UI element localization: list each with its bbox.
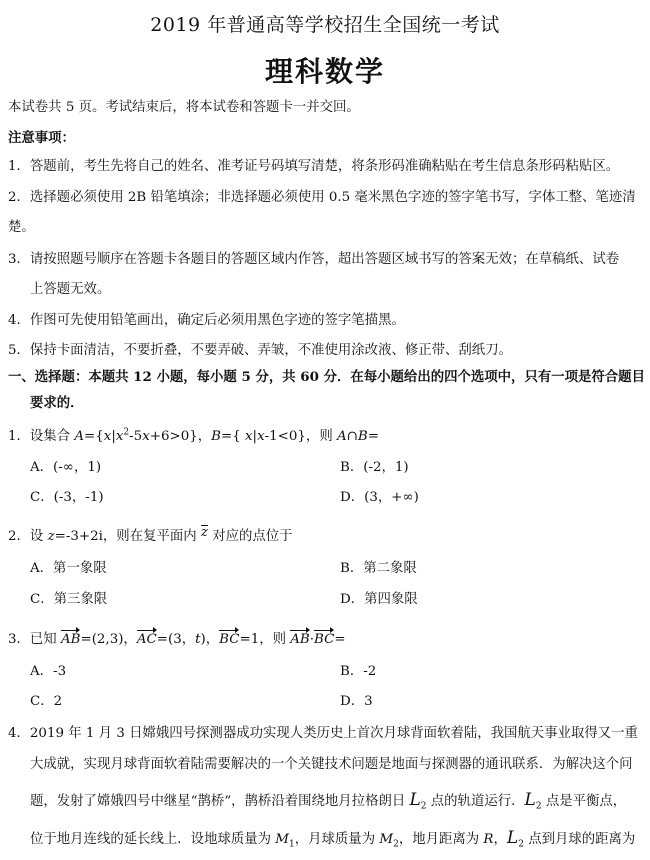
q2-option-a: A．第一象限 bbox=[30, 561, 107, 576]
section-heading-cont: 要求的． bbox=[30, 395, 84, 411]
q3-option-b: B．-2 bbox=[340, 664, 377, 679]
section-heading: 一、选择题：本题共 12 小题，每小题 5 分，共 60 分．在每小题给出的四个选项中，只有一项是符合题目 bbox=[8, 369, 645, 385]
notice-heading: 注意事项： bbox=[8, 130, 75, 146]
notice-item-5: 5．保持卡面清洁，不要折叠，不要弄破、弄皱，不准使用涂改液、修正带、刮纸刀。 bbox=[8, 343, 512, 358]
vector-bc-2: BC bbox=[314, 632, 335, 647]
q2-option-d: D．第四象限 bbox=[340, 592, 418, 607]
question-3-stem: 3．已知 AB=(2,3)，AC=(3，t)，BC=1，则 AB·BC= bbox=[8, 632, 346, 647]
q3-option-d: D．3 bbox=[340, 694, 373, 709]
q1-option-c: C．(-3，-1) bbox=[30, 490, 104, 505]
notice-item-2: 2．选择题必须使用 2B 铅笔填涂；非选择题必须使用 0.5 毫米黑色字迹的签字笔书写，字体工整、笔迹清 bbox=[8, 190, 636, 205]
q1-option-a: A．(-∞，1) bbox=[30, 460, 102, 475]
notice-item-3-cont: 上答题无效。 bbox=[30, 282, 111, 297]
vector-ac: AC bbox=[136, 632, 157, 647]
vector-ab-2: AB bbox=[290, 632, 310, 647]
vector-bc: BC bbox=[219, 632, 240, 647]
vector-ab: AB bbox=[60, 632, 81, 647]
q3-option-a: A．-3 bbox=[30, 664, 67, 679]
question-4-line-2: 大成就，实现月球背面软着陆需要解决的一个关键技术问题是地面与探测器的通讯联系．为解决这个问 bbox=[30, 757, 633, 772]
subject-title: 理科数学 bbox=[264, 55, 385, 88]
notice-item-4: 4．作图可先使用铅笔画出，确定后必须用黑色字迹的签字笔描黑。 bbox=[8, 313, 405, 328]
exam-title: 2019 年普通高等学校招生全国统一考试 bbox=[150, 14, 500, 36]
question-1-stem: 1．设集合 $A=\{x|x^2-5x+6>0\}$，B={ x|x-1<0}，则 A∩B= bbox=[8, 427, 379, 444]
notice-item-3: 3．请按照题号顺序在答题卡各题目的答题区域内作答，超出答题区域书写的答案无效；在草稿纸、试卷 bbox=[8, 252, 620, 267]
q2-option-b: B．第二象限 bbox=[340, 561, 417, 576]
question-4-line-1: 4．2019 年 1 月 3 日嫦娥四号探测器成功实现人类历史上首次月球背面软着陆，我国航天事业取得又一重 bbox=[8, 726, 638, 741]
question-4-line-4: 位于地月连线的延长线上．设地球质量为 $M_1$，月球质量为 $M_2$，地月距离为 R，$L_2$ 点到月球的距离为 bbox=[30, 828, 636, 850]
question-2-stem: 2．设 z=-3+2i，则在复平面内 z 对应的点位于 bbox=[8, 525, 293, 544]
q1-option-d: D．(3，+∞) bbox=[340, 490, 419, 505]
q1-option-b: B．(-2，1) bbox=[340, 460, 409, 475]
question-4-line-3: 题，发射了嫦娥四号中继星“鹊桥”，鹊桥沿着围绕地月拉格朗日 $L_2$ 点的轨道运行．$L_2$ 点是平衡点， bbox=[30, 790, 627, 812]
z-conjugate: z bbox=[200, 525, 208, 540]
notice-item-1: 1．答题前，考生先将自己的姓名、准考证号码填写清楚，将条形码准确粘贴在考生信息条形码粘贴区。 bbox=[8, 159, 620, 174]
q3-option-c: C．2 bbox=[30, 694, 63, 709]
q2-option-c: C．第三象限 bbox=[30, 592, 108, 607]
notice-item-2-cont: 楚。 bbox=[8, 220, 35, 235]
intro-text: 本试卷共 5 页。考试结束后，将本试卷和答题卡一并交回。 bbox=[8, 100, 360, 115]
